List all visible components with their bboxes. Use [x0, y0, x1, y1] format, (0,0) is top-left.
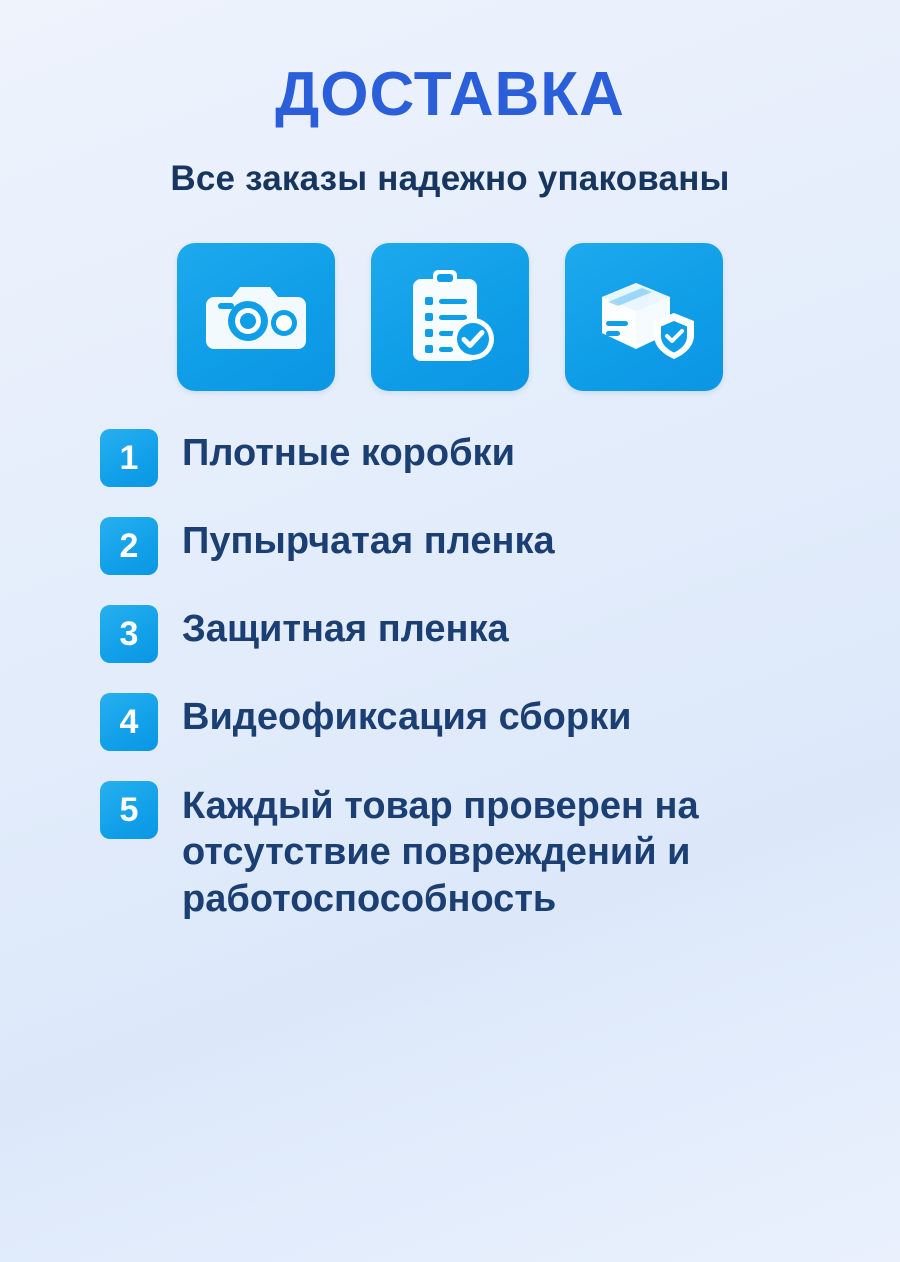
list-item — [100, 779, 860, 922]
protected-box-icon — [590, 271, 698, 363]
icon-row — [0, 243, 900, 391]
list-item — [100, 603, 860, 663]
camera-icon — [204, 275, 308, 359]
step-number-badge: 3 — [100, 605, 158, 663]
step-label: Каждый товар проверен на отсутствие повреждений и работоспособность — [182, 785, 699, 920]
list-item — [100, 691, 860, 751]
list-item — [100, 427, 860, 487]
step-label: Пупырчатая пленка — [182, 520, 555, 563]
step-number-badge: 4 — [100, 693, 158, 751]
page-title: ДОСТАВКА — [275, 60, 625, 129]
checklist-icon-tile — [371, 243, 529, 391]
protected-box-icon-tile — [565, 243, 723, 391]
step-label: Видеофиксация сборки — [182, 696, 632, 739]
step-number-badge: 1 — [100, 429, 158, 487]
step-number-badge: 2 — [100, 517, 158, 575]
packaging-steps-list — [0, 427, 900, 922]
step-number-badge: 5 — [100, 781, 158, 839]
delivery-info-card — [0, 62, 900, 1262]
camera-icon-tile — [177, 243, 335, 391]
page-subtitle: Все заказы надежно упакованы — [170, 159, 730, 199]
step-label: Плотные коробки — [182, 432, 515, 475]
list-item — [100, 515, 860, 575]
checklist-icon — [403, 267, 497, 367]
step-label: Защитная пленка — [182, 608, 509, 651]
